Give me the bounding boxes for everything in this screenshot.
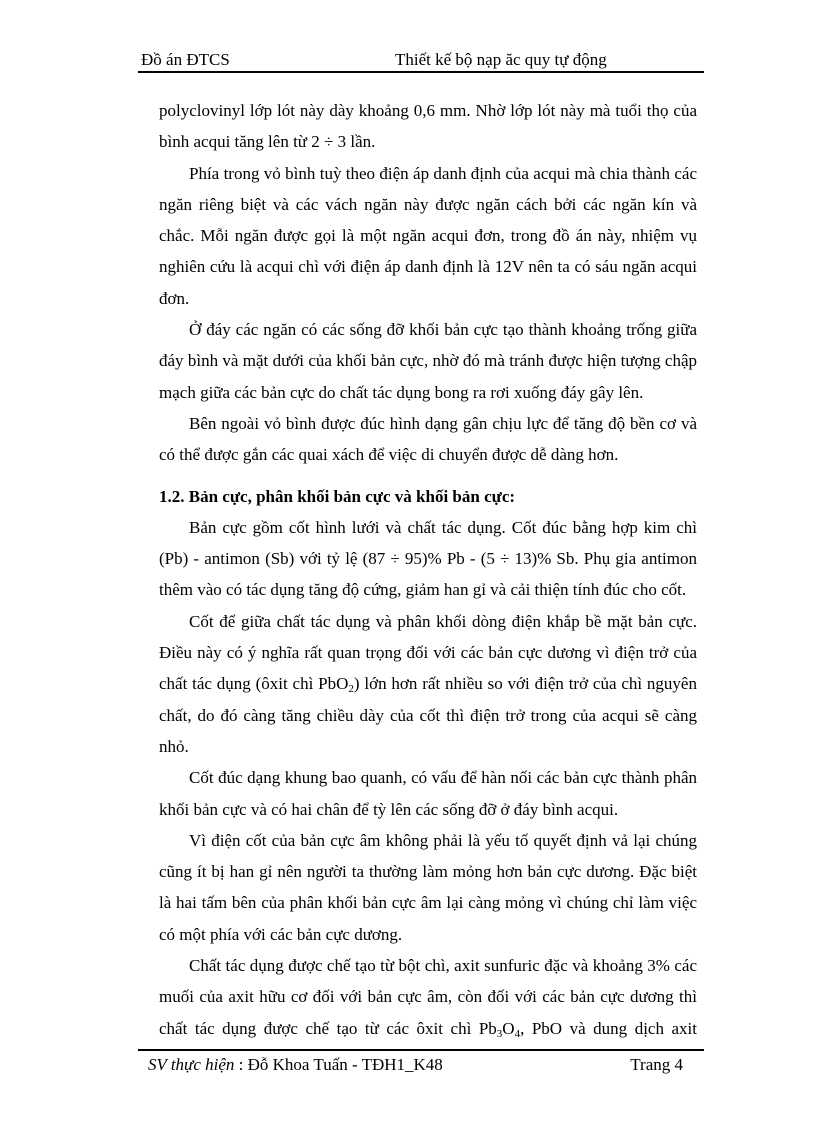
- paragraph-9-text-b: , PbO và dung dịch axit: [520, 1018, 697, 1038]
- paragraph-6-text-b: ) lớn hơn rất nhiều so với điện trở của chì nguyên chất, do đó càng tăng chiều dày của cốt thì điện trở trong của acqui sẽ càng nhỏ.: [159, 674, 697, 756]
- paragraph-7: Cốt đúc dạng khung bao quanh, có vấu để hàn nối các bản cực thành phân khối bản cực và có hai chân để tỳ lên các sống đỡ ở đáy bình acqui.: [159, 768, 697, 819]
- footer-author: [148, 1055, 443, 1075]
- paragraph-6-text-a: Cốt để giữa chất tác dụng và phân khối dòng điện khắp bề mặt bản cực. Điều này có ý nghĩa rất quan trọng đối với các bản cực dương vì điện trở của chất tác dụng (ôxit chì PbO: [159, 611, 697, 694]
- document-body: [159, 95, 697, 1044]
- paragraph-8: Vì điện cốt của bản cực âm không phải là yếu tố quyết định vả lại chúng cũng ít bị han gỉ nên người ta thường làm mỏng hơn bản cực dương. Đặc biệt là hai tấm bên của phân khối bản cực âm lại càng mỏng vì chúng chỉ làm việc có một phía với các bản cực dương.: [159, 830, 697, 944]
- page-number: Trang 4: [630, 1055, 683, 1074]
- paragraph-9: [159, 950, 697, 1044]
- paragraph-9-subscript-2: 4: [514, 1027, 521, 1040]
- paragraph-5: Bản cực gồm cốt hình lưới và chất tác dụng. Cốt đúc bằng hợp kim chì (Pb) - antimon (Sb) với tỷ lệ (87 ÷ 95)% Pb - (5 ÷ 13)% Sb. Phụ gia antimon thêm vào có tác dụng tăng độ cứng, giảm han gỉ và cải thiện tính đúc cho cốt.: [159, 517, 697, 600]
- paragraph-1: polyclovinyl lớp lót này dày khoảng 0,6 mm. Nhờ lớp lót này mà tuổi thọ của bình acqui tăng lên từ 2 ÷ 3 lần.: [159, 101, 697, 152]
- section-heading: 1.2. Bản cực, phân khối bản cực và khối bản cực:: [159, 486, 516, 506]
- footer-divider: [138, 1049, 704, 1051]
- paragraph-2: Phía trong vỏ bình tuỳ theo điện áp danh định của acqui mà chia thành các ngăn riêng biệt và các vách ngăn này được ngăn cách bởi các ngăn kín và chắc. Mỗi ngăn được gọi là một ngăn acqui đơn, trong đồ án này, nhiệm vụ nghiên cứu là acqui chì với điện áp danh định là 12V nên ta có sáu ngăn acqui đơn.: [159, 163, 697, 308]
- header-divider: [138, 71, 704, 73]
- paragraph-6-subscript: 2: [348, 683, 354, 696]
- header-course-title: Đồ án ĐTCS: [141, 50, 230, 69]
- paragraph-4: Bên ngoài vỏ bình được đúc hình dạng gân chịu lực để tăng độ bền cơ và có thể được gắn các quai xách để việc di chuyển được dễ dàng hơn.: [159, 413, 697, 465]
- footer-author-label: SV thực hiện: [148, 1055, 235, 1074]
- paragraph-3: Ở đáy các ngăn có các sống đỡ khối bản cực tạo thành khoảng trống giữa đáy bình và mặt dưới của khối bản cực, nhờ đó mà tránh được hiện tượng chập mạch giữa các bản cực do chất tác dụng bong ra rơi xuống đáy gây lên.: [159, 320, 697, 402]
- page-header: [138, 46, 704, 72]
- header-project-title: Thiết kế bộ nạp ăc quy tự động: [395, 50, 607, 69]
- paragraph-9-subscript-1: 3: [496, 1027, 503, 1040]
- paragraph-6: [159, 606, 697, 762]
- footer-author-name: : Đỗ Khoa Tuấn - TĐH1_K48: [234, 1055, 443, 1074]
- paragraph-9-text-a: Chất tác dụng được chế tạo từ bột chì, axit sunfuric đặc và khoảng 3% các muối của axit hữu cơ đối với bản cực âm, còn đối với các bản cực dương thì chất tác dụng được chế tạo từ các ôxit chì Pb: [159, 956, 697, 1038]
- paragraph-9-text-mid: O: [502, 1018, 515, 1038]
